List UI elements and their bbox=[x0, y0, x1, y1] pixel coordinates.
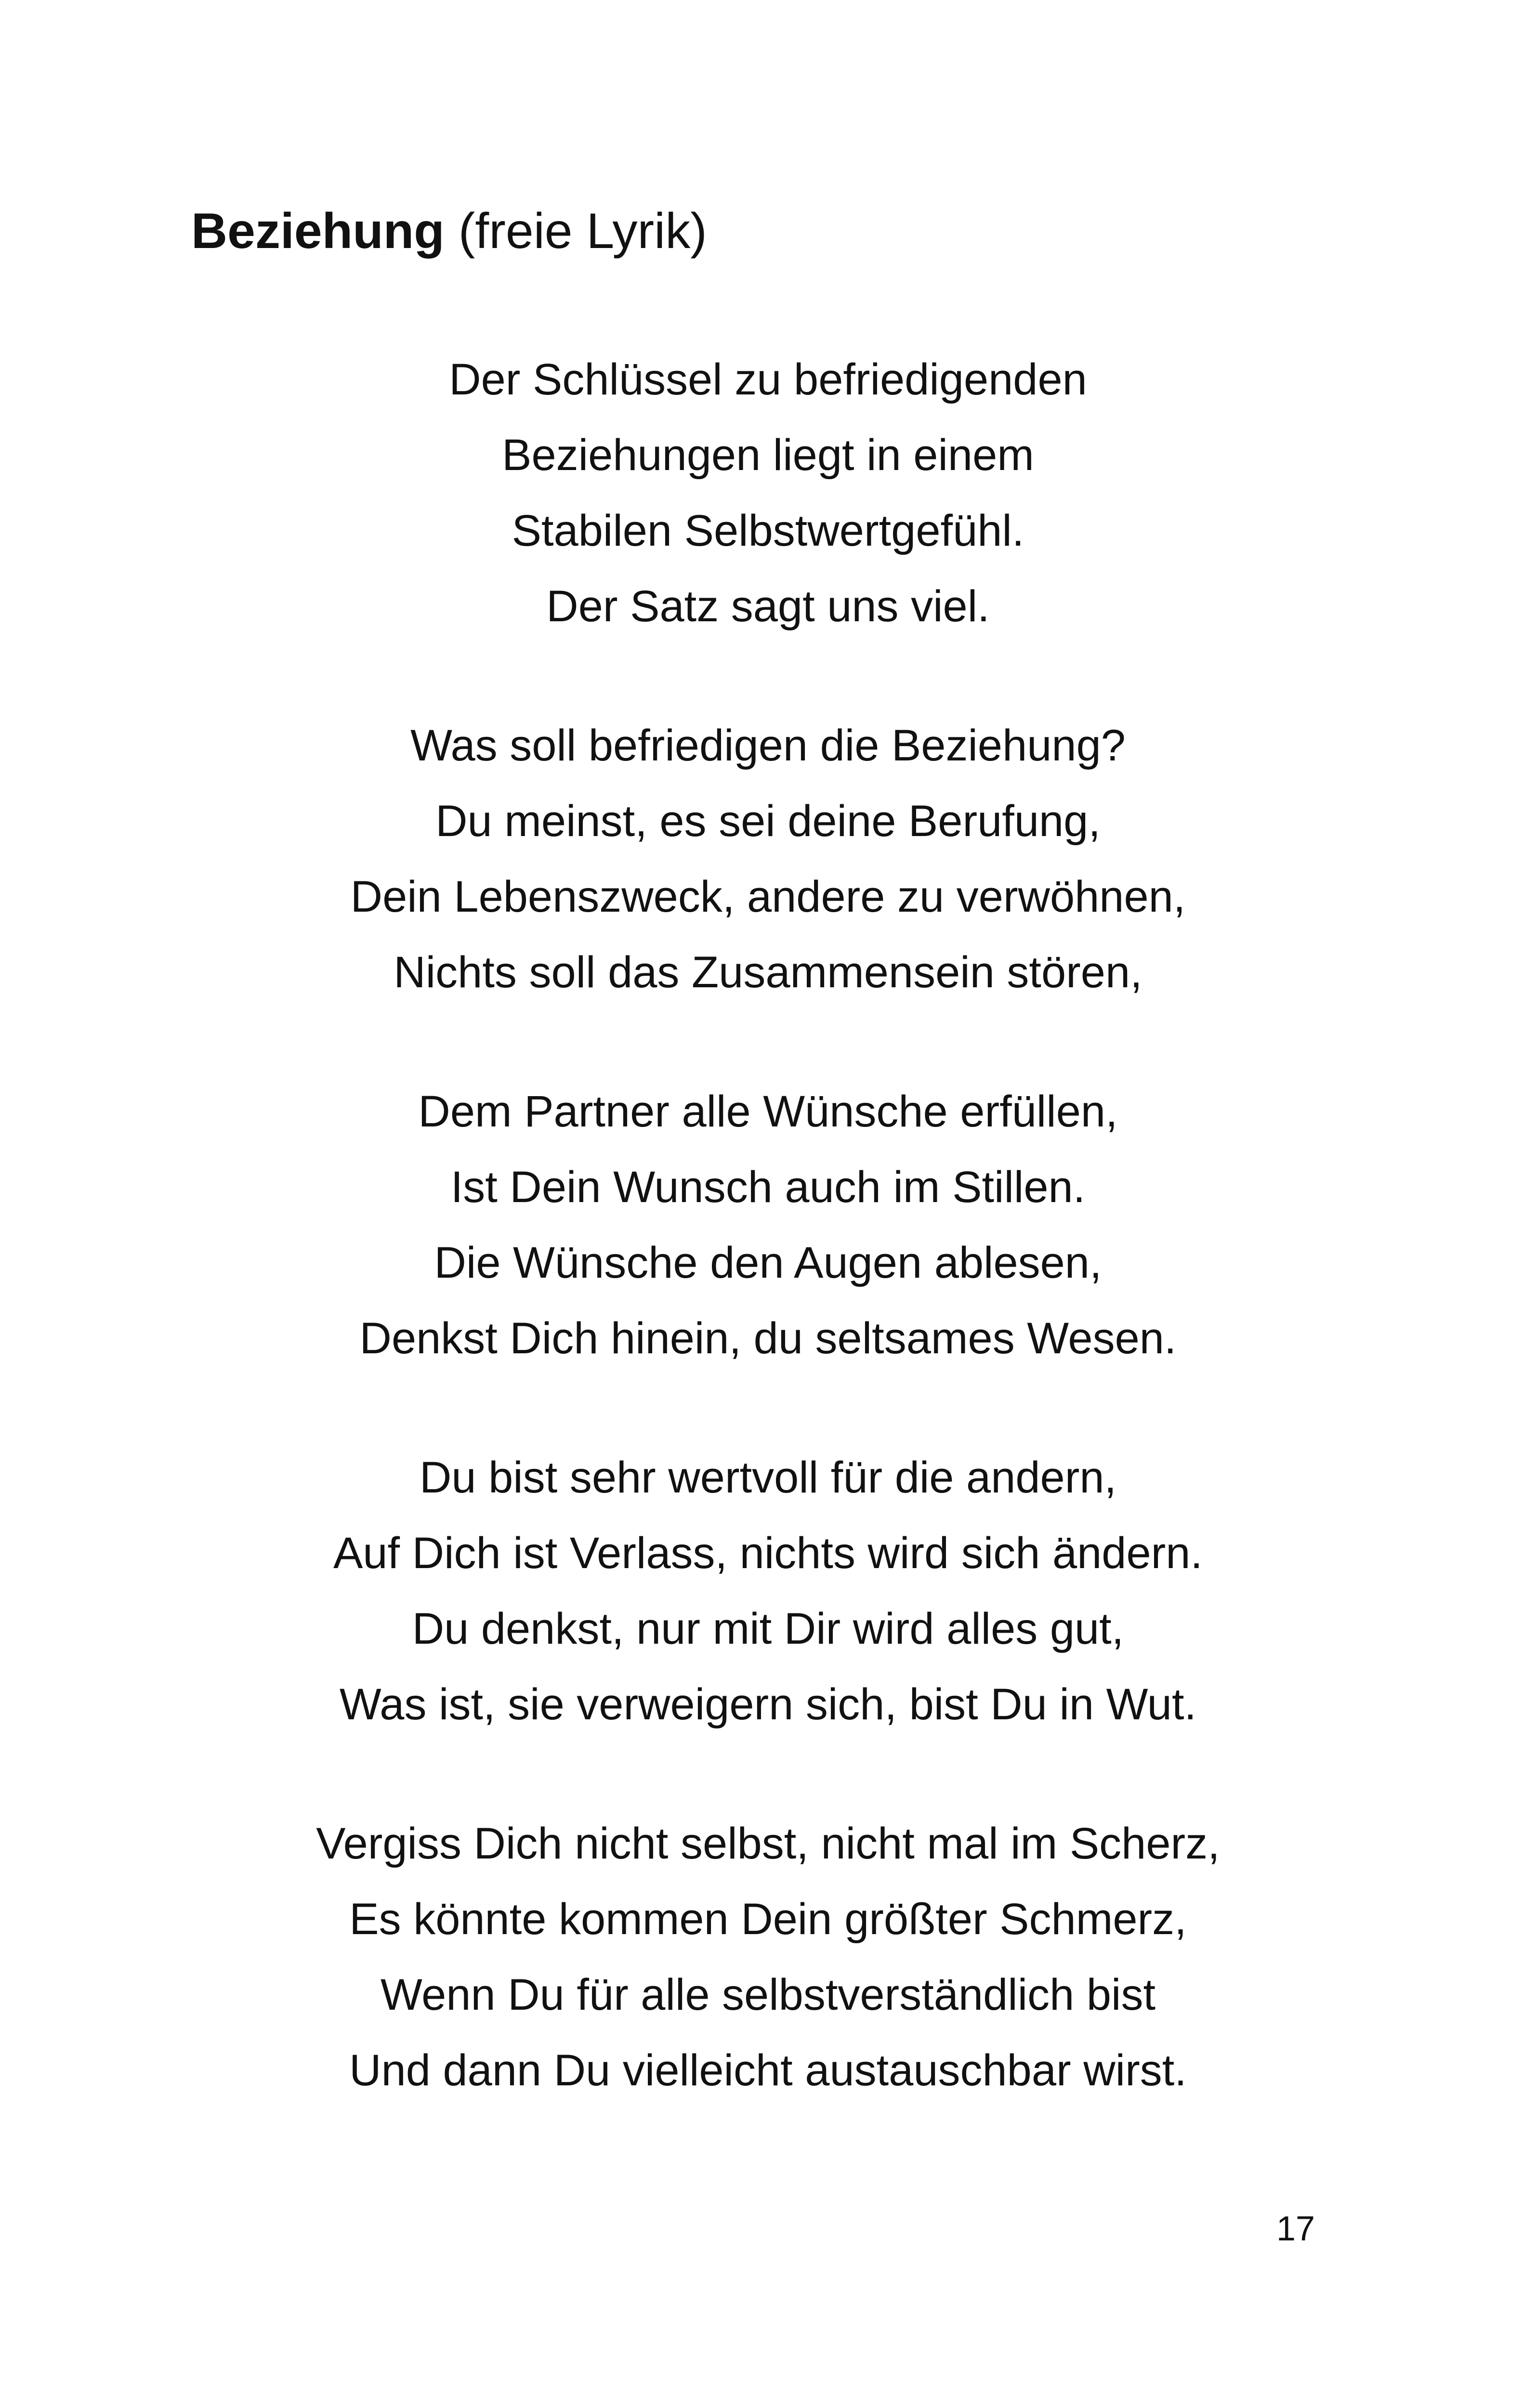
stanza-2 bbox=[0, 708, 1536, 1010]
poem-line: Was soll befriedigen die Beziehung? bbox=[410, 721, 1126, 770]
poem-line: Der Satz sagt uns viel. bbox=[546, 582, 990, 631]
poem-line: Denkst Dich hinein, du seltsames Wesen. bbox=[359, 1314, 1177, 1363]
poem-line: Wenn Du für alle selbstverständlich bist bbox=[380, 1970, 1156, 2019]
page-number: 17 bbox=[1276, 2210, 1315, 2248]
poem-line: Stabilen Selbstwertgefühl. bbox=[512, 506, 1024, 555]
poem-line: Dein Lebenszweck, andere zu verwöhnen, bbox=[350, 872, 1186, 921]
poem-line: Beziehungen liegt in einem bbox=[502, 431, 1034, 480]
poem-line: Vergiss Dich nicht selbst, nicht mal im Scherz, bbox=[316, 1819, 1220, 1868]
poem-line: Was ist, sie verweigern sich, bist Du in Wut. bbox=[339, 1680, 1197, 1729]
poem-line: Ist Dein Wunsch auch im Stillen. bbox=[450, 1163, 1086, 1212]
poem-title bbox=[191, 201, 707, 262]
poem-line: Es könnte kommen Dein größter Schmerz, bbox=[349, 1895, 1187, 1944]
poem-line: Du meinst, es sei deine Berufung, bbox=[435, 797, 1101, 846]
poem-line: Du bist sehr wertvoll für die andern, bbox=[419, 1453, 1117, 1502]
poem-title-subtitle: (freie Lyrik) bbox=[444, 203, 707, 259]
poem-line: Auf Dich ist Verlass, nichts wird sich ändern. bbox=[333, 1529, 1203, 1578]
stanza-4 bbox=[0, 1440, 1536, 1742]
poem-line: Du denkst, nur mit Dir wird alles gut, bbox=[412, 1604, 1124, 1653]
stanza-1 bbox=[0, 342, 1536, 644]
poem-line: Dem Partner alle Wünsche erfüllen, bbox=[418, 1087, 1118, 1136]
poem-line: Der Schlüssel zu befriedigenden bbox=[449, 355, 1087, 404]
poem-line: Und dann Du vielleicht austauschbar wirst. bbox=[349, 2046, 1187, 2095]
stanza-5 bbox=[0, 1806, 1536, 2108]
poem-title-main: Beziehung bbox=[191, 203, 445, 259]
stanza-3 bbox=[0, 1074, 1536, 1376]
poem-line: Nichts soll das Zusammensein stören, bbox=[394, 948, 1142, 997]
poem-line: Die Wünsche den Augen ablesen, bbox=[434, 1238, 1102, 1287]
poem-body bbox=[0, 342, 1536, 2172]
